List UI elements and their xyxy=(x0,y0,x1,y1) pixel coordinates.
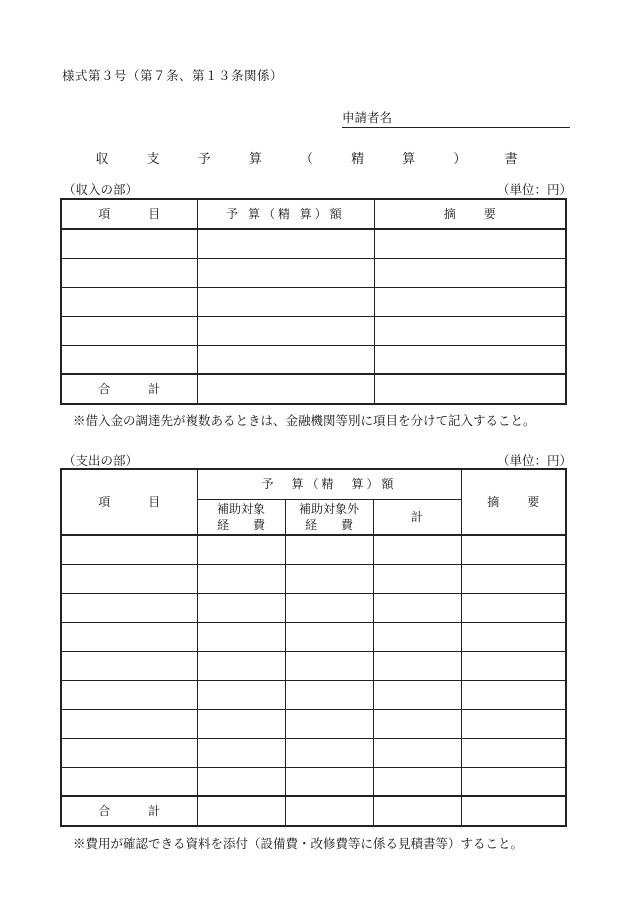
expense-total-non-target[interactable] xyxy=(285,796,373,826)
expense-row[interactable] xyxy=(61,622,566,651)
expense-row[interactable] xyxy=(61,535,566,564)
document-title: 収 支 予 算 （ 精 算 ） 書 xyxy=(95,152,535,167)
income-header-item: 項 目 xyxy=(61,199,197,229)
income-total-row xyxy=(61,374,566,404)
income-total-label: 合 計 xyxy=(61,374,197,404)
form-number-label: 様式第３号（第７条、第１３条関係） xyxy=(62,68,284,83)
expense-header-row-1 xyxy=(61,469,566,499)
expense-total-subtotal[interactable] xyxy=(373,796,461,826)
expense-note: ※費用が確認できる資料を添付（設備費・改修費等に係る見積書等）すること。 xyxy=(73,836,524,851)
income-row[interactable] xyxy=(61,229,566,258)
income-row[interactable] xyxy=(61,316,566,345)
income-header-row xyxy=(61,199,566,229)
income-section-label: （収入の部） xyxy=(63,182,139,197)
income-row[interactable] xyxy=(61,345,566,374)
expense-row[interactable] xyxy=(61,564,566,593)
expense-row[interactable] xyxy=(61,738,566,767)
income-row[interactable] xyxy=(61,287,566,316)
expense-header-non-target: 補助対象外 経 費 xyxy=(285,499,373,535)
expense-section-label: （支出の部） xyxy=(63,453,139,468)
expense-header-item: 項 目 xyxy=(61,469,197,535)
expense-total-label: 合 計 xyxy=(61,796,197,826)
expense-unit-label: （単位：円） xyxy=(496,453,572,468)
expense-row[interactable] xyxy=(61,767,566,796)
expense-header-remarks: 摘 要 xyxy=(461,469,566,535)
expense-table xyxy=(60,468,567,827)
expense-header-budget: 予 算（精 算）額 xyxy=(197,469,461,499)
applicant-name-field[interactable]: 申請者名 xyxy=(342,108,570,128)
expense-header-subtotal: 計 xyxy=(373,499,461,535)
income-header-remarks: 摘 要 xyxy=(374,199,566,229)
income-total-remarks[interactable] xyxy=(374,374,566,404)
expense-total-remarks[interactable] xyxy=(461,796,566,826)
income-unit-label: （単位：円） xyxy=(496,182,572,197)
income-header-budget: 予 算（精 算）額 xyxy=(197,199,374,229)
income-total-budget[interactable] xyxy=(197,374,374,404)
income-row[interactable] xyxy=(61,258,566,287)
expense-row[interactable] xyxy=(61,709,566,738)
expense-row[interactable] xyxy=(61,593,566,622)
income-note: ※借入金の調達先が複数あるときは、金融機関等別に項目を分けて記入すること。 xyxy=(73,413,536,428)
income-table xyxy=(60,198,567,405)
expense-total-row xyxy=(61,796,566,826)
expense-row[interactable] xyxy=(61,680,566,709)
expense-row[interactable] xyxy=(61,651,566,680)
expense-total-subsidy-target[interactable] xyxy=(197,796,285,826)
expense-header-subsidy-target: 補助対象 経 費 xyxy=(197,499,285,535)
